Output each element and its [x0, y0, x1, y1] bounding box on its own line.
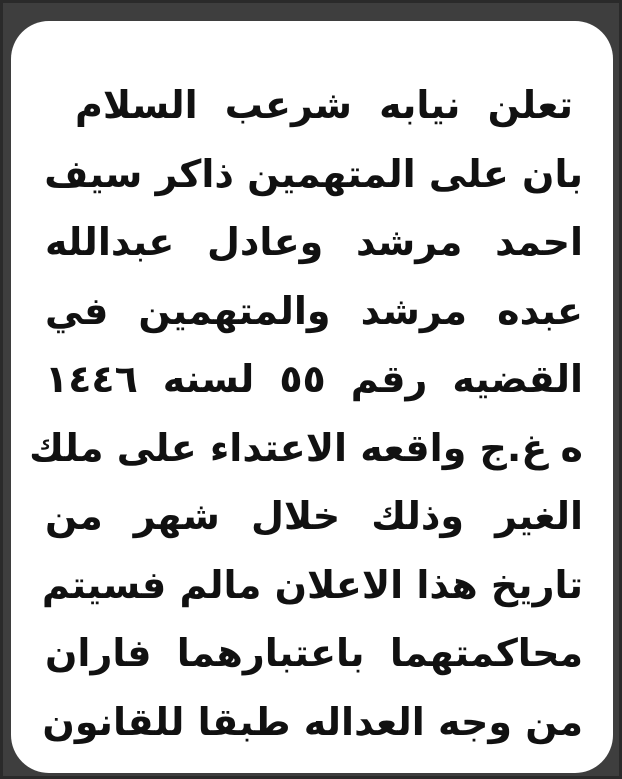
- notice-line-2: بان على المتهمين ذاكر سيف: [44, 151, 583, 196]
- notice-line-10: من وجه العداله طبقا للقانون: [42, 699, 583, 744]
- notice-line-3: احمد مرشد وعادل عبدالله: [45, 220, 583, 264]
- notice-line-5: القضيه رقم ٥٥ لسنه ١٤٤٦: [45, 357, 583, 401]
- notice-body: [29, 71, 583, 756]
- notice-line-7: الغير وذلك خلال شهر من: [45, 494, 583, 538]
- notice-line-1: تعلن نيابه شرعب السلام: [75, 83, 573, 127]
- notice-line-4: عبده مرشد والمتهمين في: [45, 288, 583, 333]
- notice-line-8: تاريخ هذا الاعلان مالم فسيتم: [41, 562, 583, 607]
- notice-line-6: ه غ.ج واقعه الاعتداء على ملك: [29, 425, 583, 470]
- notice-card: [11, 21, 613, 773]
- notice-line-9: محاكمتهما باعتبارهما فاران: [45, 631, 583, 675]
